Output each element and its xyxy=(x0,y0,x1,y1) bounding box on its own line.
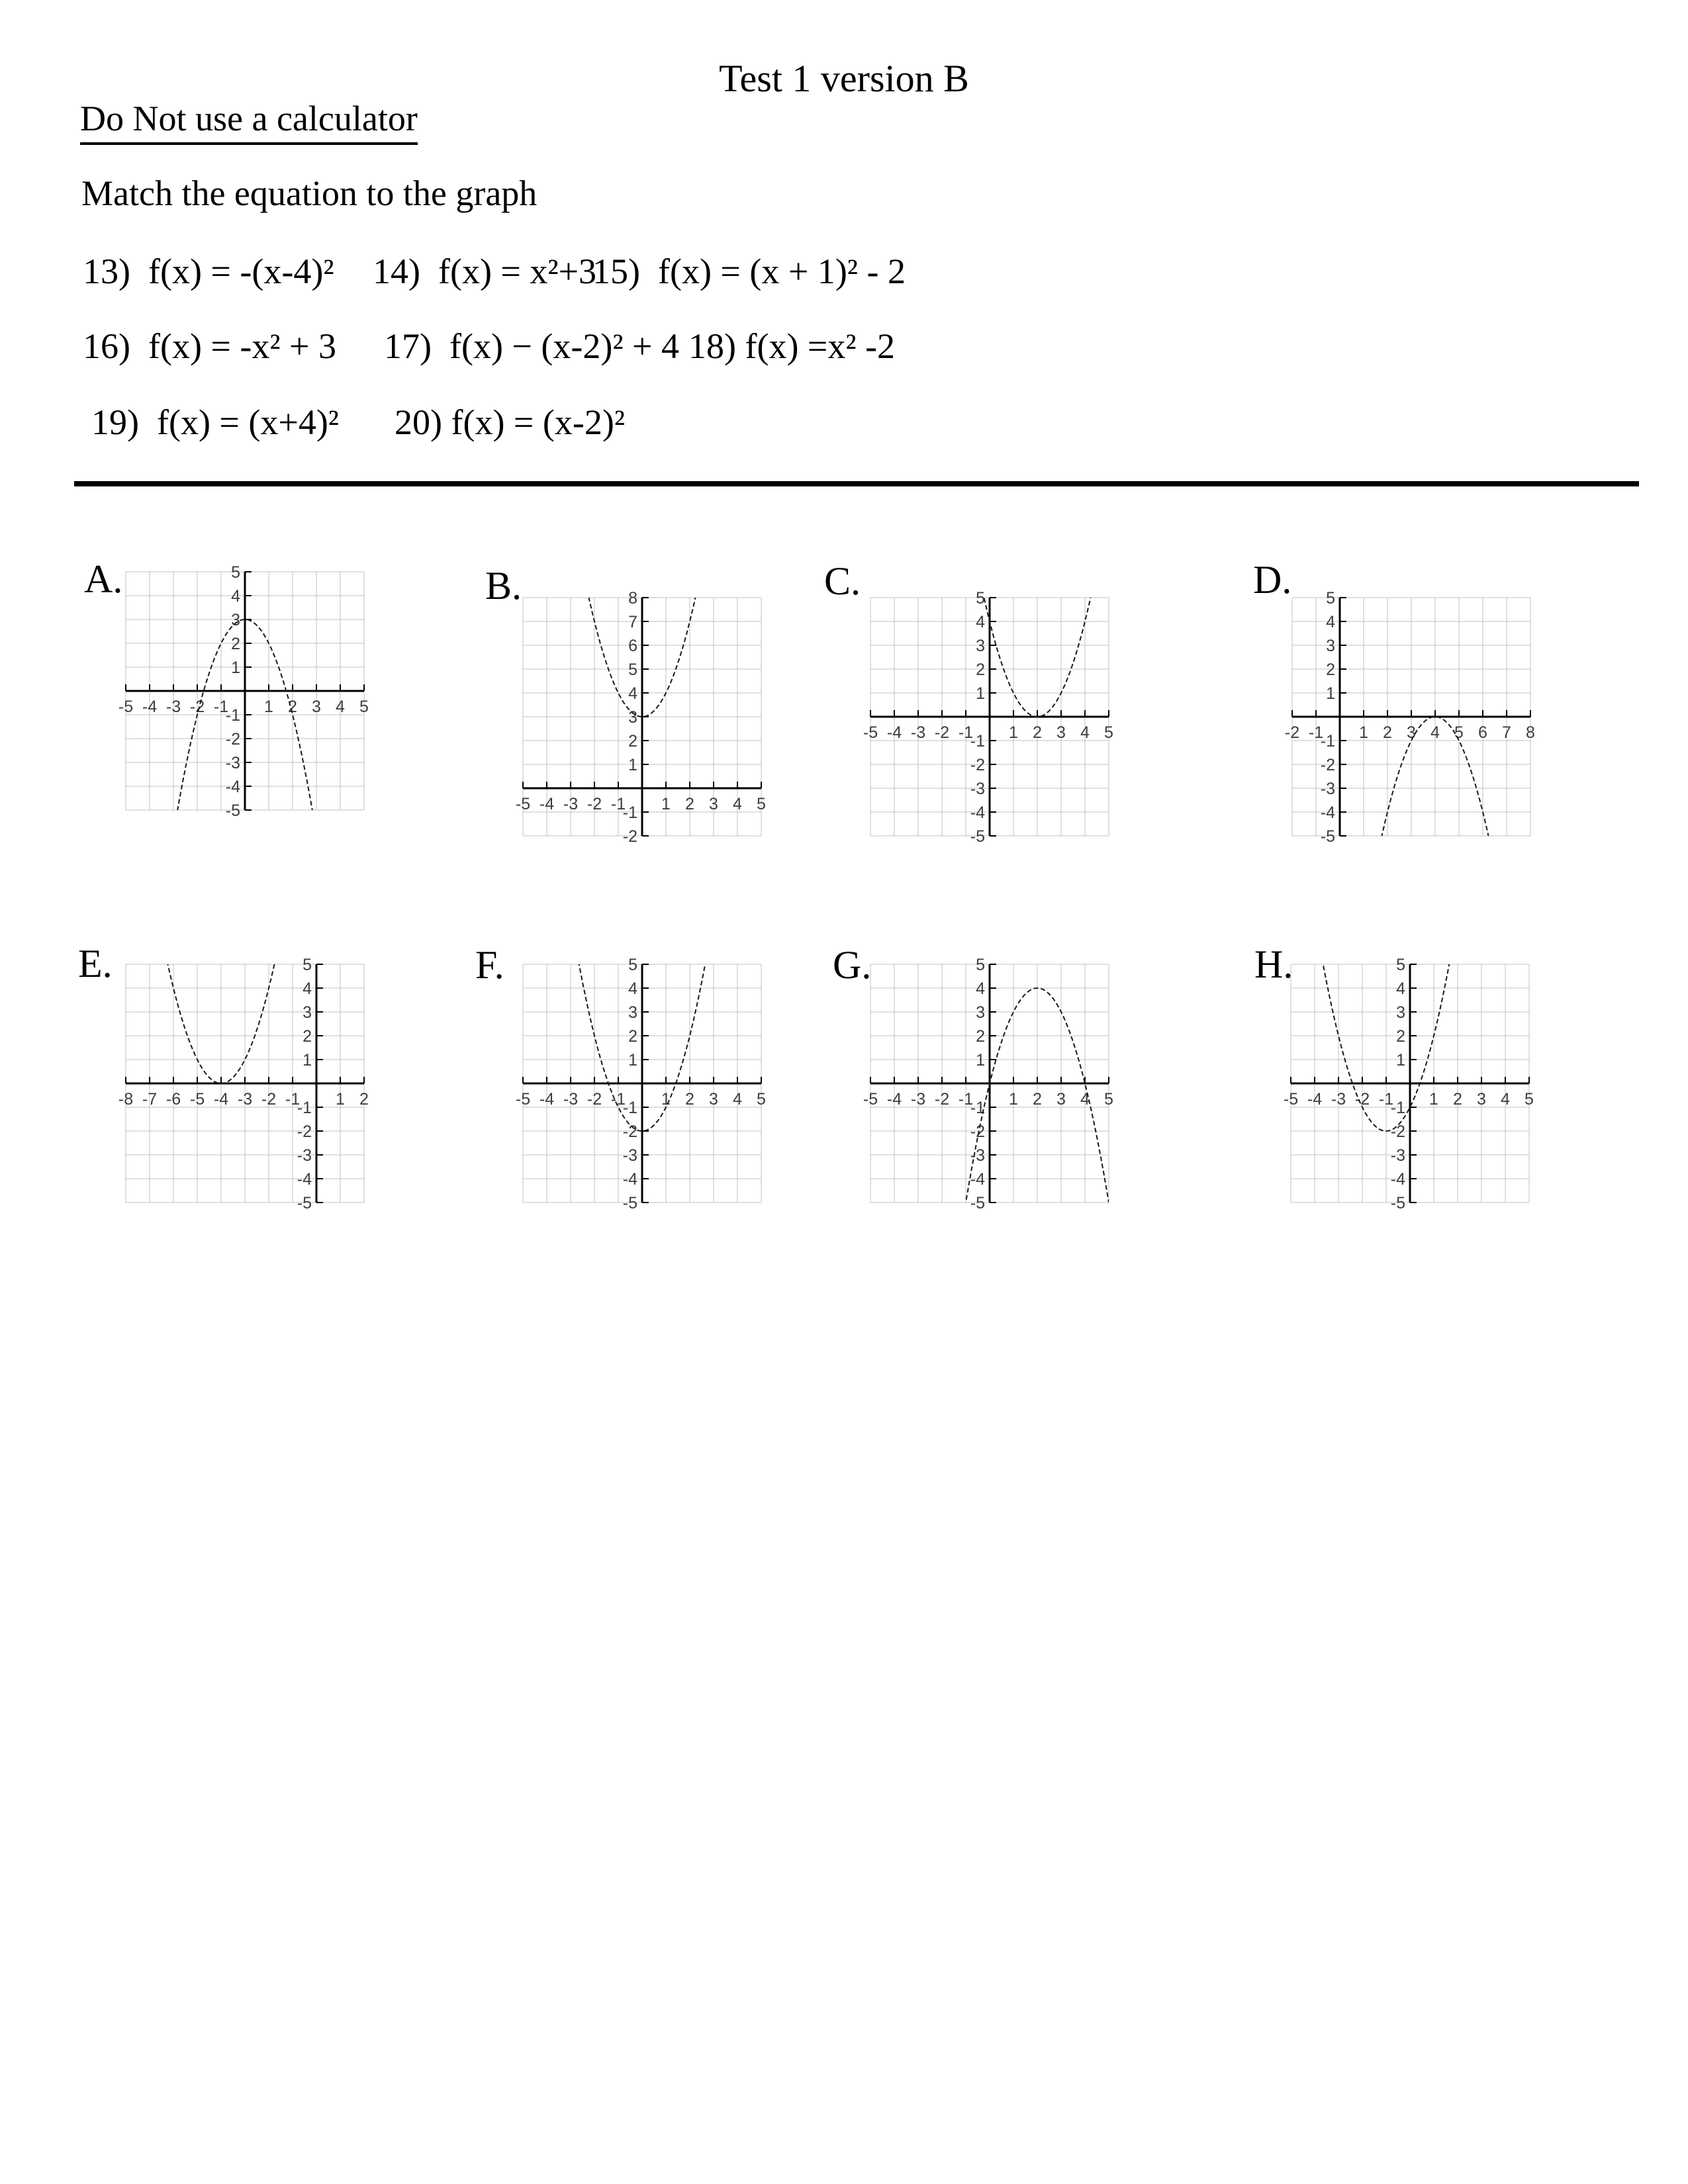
svg-text:4: 4 xyxy=(733,795,742,813)
svg-text:2: 2 xyxy=(231,635,240,653)
svg-text:-2: -2 xyxy=(934,723,950,742)
svg-text:1: 1 xyxy=(1009,1090,1018,1109)
svg-text:-2: -2 xyxy=(225,730,240,749)
svg-text:-3: -3 xyxy=(563,795,579,813)
graph-C xyxy=(855,588,1125,848)
graph-plot-E xyxy=(110,955,380,1212)
svg-text:-4: -4 xyxy=(1307,1090,1323,1109)
svg-text:5: 5 xyxy=(757,1090,766,1109)
svg-text:-4: -4 xyxy=(886,1090,902,1109)
svg-text:1: 1 xyxy=(303,1051,312,1069)
svg-text:-5: -5 xyxy=(515,1090,531,1109)
svg-text:-2: -2 xyxy=(189,698,205,716)
svg-text:4: 4 xyxy=(628,684,637,703)
svg-text:1: 1 xyxy=(231,659,240,677)
graph-label-G: G. xyxy=(833,943,872,987)
svg-text:-7: -7 xyxy=(142,1090,158,1109)
svg-text:-1: -1 xyxy=(958,1090,974,1109)
svg-text:-5: -5 xyxy=(189,1090,205,1109)
svg-text:3: 3 xyxy=(1477,1090,1486,1109)
svg-text:3: 3 xyxy=(976,1003,985,1022)
svg-text:5: 5 xyxy=(1104,1090,1113,1109)
svg-text:-1: -1 xyxy=(958,723,974,742)
svg-text:-2: -2 xyxy=(622,1122,637,1141)
equation-18: 18) f(x) =x² -2 xyxy=(688,326,896,366)
no-calculator-note: Do Not use a calculator xyxy=(80,98,418,145)
graph-plot-H xyxy=(1275,955,1545,1212)
svg-text:4: 4 xyxy=(1396,979,1405,998)
svg-text:-3: -3 xyxy=(297,1146,312,1165)
svg-text:4: 4 xyxy=(231,587,240,606)
svg-text:-3: -3 xyxy=(970,780,985,798)
svg-text:-4: -4 xyxy=(1390,1170,1405,1189)
svg-text:2: 2 xyxy=(628,1027,637,1046)
page-title: Test 1 version B xyxy=(719,57,969,100)
svg-text:5: 5 xyxy=(976,589,985,608)
svg-text:-3: -3 xyxy=(1331,1090,1346,1109)
svg-text:1: 1 xyxy=(1359,723,1368,742)
svg-text:3: 3 xyxy=(303,1003,312,1022)
svg-text:4: 4 xyxy=(1430,723,1440,742)
graph-label-A: A. xyxy=(84,557,123,601)
svg-text:-2: -2 xyxy=(261,1090,277,1109)
graph-D xyxy=(1276,588,1546,848)
axes xyxy=(870,598,1109,836)
svg-text:-1: -1 xyxy=(1390,1099,1405,1117)
svg-text:1: 1 xyxy=(661,1090,671,1109)
svg-text:2: 2 xyxy=(303,1027,312,1046)
svg-text:-2: -2 xyxy=(1390,1122,1405,1141)
svg-text:1: 1 xyxy=(1009,723,1018,742)
svg-text:-5: -5 xyxy=(863,1090,878,1109)
svg-text:5: 5 xyxy=(1454,723,1464,742)
svg-text:-1: -1 xyxy=(1378,1090,1394,1109)
axes xyxy=(523,964,761,1203)
svg-text:5: 5 xyxy=(628,956,637,974)
svg-text:3: 3 xyxy=(1326,637,1335,655)
svg-text:-2: -2 xyxy=(586,795,602,813)
svg-text:-3: -3 xyxy=(622,1146,637,1165)
equation-20: 20) f(x) = (x-2)² xyxy=(395,402,626,442)
svg-text:4: 4 xyxy=(976,613,985,631)
svg-text:7: 7 xyxy=(628,613,637,631)
svg-text:-2: -2 xyxy=(1284,723,1300,742)
svg-text:2: 2 xyxy=(1033,723,1042,742)
svg-text:-1: -1 xyxy=(970,732,985,751)
svg-text:3: 3 xyxy=(1056,723,1066,742)
svg-text:4: 4 xyxy=(1080,723,1090,742)
svg-text:-1: -1 xyxy=(610,795,626,813)
equation-19: 19) f(x) = (x+4)² xyxy=(91,402,339,442)
equation-17: 17) f(x) − (x-2)² + 4 xyxy=(384,326,679,366)
graph-label-F: F. xyxy=(475,943,504,987)
svg-text:2: 2 xyxy=(1383,723,1392,742)
svg-text:4: 4 xyxy=(336,698,345,716)
svg-text:7: 7 xyxy=(1502,723,1511,742)
graph-plot-D xyxy=(1276,588,1546,845)
svg-text:-5: -5 xyxy=(515,795,531,813)
svg-text:1: 1 xyxy=(1396,1051,1405,1069)
svg-text:-4: -4 xyxy=(213,1090,229,1109)
svg-text:8: 8 xyxy=(628,589,637,608)
svg-text:3: 3 xyxy=(709,795,718,813)
svg-text:-3: -3 xyxy=(1390,1146,1405,1165)
svg-text:2: 2 xyxy=(288,698,297,716)
svg-text:-4: -4 xyxy=(886,723,902,742)
graph-G xyxy=(855,955,1125,1215)
svg-text:3: 3 xyxy=(1396,1003,1405,1022)
svg-text:-2: -2 xyxy=(934,1090,950,1109)
svg-text:1: 1 xyxy=(661,795,671,813)
svg-text:-4: -4 xyxy=(142,698,158,716)
svg-text:2: 2 xyxy=(1453,1090,1462,1109)
svg-text:3: 3 xyxy=(312,698,321,716)
instruction-text: Match the equation to the graph xyxy=(81,173,538,213)
svg-text:3: 3 xyxy=(976,637,985,655)
graph-plot-G xyxy=(855,955,1125,1212)
svg-text:8: 8 xyxy=(1526,723,1535,742)
svg-text:5: 5 xyxy=(359,698,369,716)
graph-B xyxy=(507,588,777,848)
svg-text:2: 2 xyxy=(1326,660,1335,679)
svg-text:5: 5 xyxy=(1104,723,1113,742)
svg-text:-2: -2 xyxy=(970,1122,985,1141)
svg-text:4: 4 xyxy=(1326,613,1335,631)
svg-text:3: 3 xyxy=(628,1003,637,1022)
svg-text:5: 5 xyxy=(976,956,985,974)
svg-text:-2: -2 xyxy=(1320,756,1335,774)
svg-text:-5: -5 xyxy=(1320,827,1335,845)
equation-15: 15) f(x) = (x + 1)² - 2 xyxy=(592,251,906,291)
equation-14: 14) f(x) = x²+3 xyxy=(373,251,597,291)
equation-13: 13) f(x) = -(x-4)² xyxy=(83,251,334,291)
svg-text:-1: -1 xyxy=(213,698,229,716)
svg-text:-2: -2 xyxy=(586,1090,602,1109)
svg-text:-4: -4 xyxy=(622,1170,637,1189)
svg-text:-4: -4 xyxy=(225,778,240,796)
svg-text:-3: -3 xyxy=(225,754,240,772)
svg-text:5: 5 xyxy=(628,660,637,679)
svg-text:-1: -1 xyxy=(285,1090,301,1109)
svg-text:-3: -3 xyxy=(910,1090,926,1109)
svg-text:1: 1 xyxy=(1326,684,1335,703)
svg-text:-5: -5 xyxy=(622,1194,637,1212)
svg-text:-4: -4 xyxy=(297,1170,312,1189)
svg-text:2: 2 xyxy=(685,1090,694,1109)
svg-text:3: 3 xyxy=(231,611,240,629)
divider-line xyxy=(74,481,1639,486)
graph-label-C: C. xyxy=(824,559,861,603)
svg-text:1: 1 xyxy=(628,756,637,774)
svg-text:2: 2 xyxy=(976,1027,985,1046)
graph-E xyxy=(110,955,380,1215)
svg-text:5: 5 xyxy=(231,563,240,582)
svg-text:4: 4 xyxy=(628,979,637,998)
svg-text:-4: -4 xyxy=(539,795,555,813)
svg-text:5: 5 xyxy=(1396,956,1405,974)
svg-text:-6: -6 xyxy=(165,1090,181,1109)
svg-text:6: 6 xyxy=(628,637,637,655)
svg-text:3: 3 xyxy=(1056,1090,1066,1109)
svg-text:-4: -4 xyxy=(1320,803,1335,822)
svg-text:-1: -1 xyxy=(1308,723,1324,742)
svg-text:5: 5 xyxy=(757,795,766,813)
graph-label-E: E. xyxy=(78,942,113,985)
graph-plot-B xyxy=(507,588,777,845)
svg-text:1: 1 xyxy=(1429,1090,1438,1109)
svg-text:-5: -5 xyxy=(1390,1194,1405,1212)
graph-A xyxy=(110,563,380,823)
equation-16: 16) f(x) = -x² + 3 xyxy=(83,326,337,366)
svg-text:-1: -1 xyxy=(297,1099,312,1117)
axes xyxy=(126,572,364,810)
graph-label-B: B. xyxy=(485,564,522,608)
svg-text:4: 4 xyxy=(733,1090,742,1109)
svg-text:2: 2 xyxy=(359,1090,369,1109)
graph-plot-A xyxy=(110,563,380,819)
svg-text:5: 5 xyxy=(1326,589,1335,608)
svg-text:-4: -4 xyxy=(970,803,985,822)
svg-text:3: 3 xyxy=(1407,723,1416,742)
svg-text:-2: -2 xyxy=(1354,1090,1370,1109)
svg-text:-5: -5 xyxy=(225,801,240,819)
svg-text:5: 5 xyxy=(303,956,312,974)
svg-text:-3: -3 xyxy=(910,723,926,742)
svg-text:-1: -1 xyxy=(610,1090,626,1109)
svg-text:-1: -1 xyxy=(622,803,637,822)
svg-text:2: 2 xyxy=(628,732,637,751)
svg-text:2: 2 xyxy=(976,660,985,679)
graph-plot-C xyxy=(855,588,1125,845)
svg-text:-2: -2 xyxy=(297,1122,312,1141)
svg-text:-3: -3 xyxy=(970,1146,985,1165)
svg-text:1: 1 xyxy=(976,1051,985,1069)
svg-text:3: 3 xyxy=(628,708,637,727)
svg-text:4: 4 xyxy=(1501,1090,1510,1109)
svg-text:-5: -5 xyxy=(297,1194,312,1212)
graph-label-H: H. xyxy=(1254,942,1293,986)
svg-text:4: 4 xyxy=(1080,1090,1090,1109)
svg-text:5: 5 xyxy=(1524,1090,1534,1109)
svg-text:-5: -5 xyxy=(1283,1090,1299,1109)
svg-text:1: 1 xyxy=(976,684,985,703)
svg-text:1: 1 xyxy=(336,1090,345,1109)
svg-text:-8: -8 xyxy=(118,1090,134,1109)
svg-text:-3: -3 xyxy=(165,698,181,716)
svg-text:3: 3 xyxy=(709,1090,718,1109)
svg-text:1: 1 xyxy=(264,698,273,716)
svg-text:-2: -2 xyxy=(970,756,985,774)
svg-text:-4: -4 xyxy=(970,1170,985,1189)
graph-plot-F xyxy=(507,955,777,1212)
graph-label-D: D. xyxy=(1253,558,1292,602)
svg-text:2: 2 xyxy=(685,795,694,813)
graph-F xyxy=(507,955,777,1215)
svg-text:-1: -1 xyxy=(970,1099,985,1117)
axes xyxy=(1291,964,1529,1203)
graph-H xyxy=(1275,955,1545,1215)
svg-text:-3: -3 xyxy=(237,1090,253,1109)
svg-text:2: 2 xyxy=(1033,1090,1042,1109)
svg-text:-5: -5 xyxy=(863,723,878,742)
svg-text:-1: -1 xyxy=(622,1099,637,1117)
svg-text:4: 4 xyxy=(976,979,985,998)
svg-text:-1: -1 xyxy=(1320,732,1335,751)
svg-text:-2: -2 xyxy=(622,827,637,845)
svg-text:2: 2 xyxy=(1396,1027,1405,1046)
svg-text:-5: -5 xyxy=(970,1194,985,1212)
svg-text:6: 6 xyxy=(1478,723,1487,742)
svg-text:-3: -3 xyxy=(1320,780,1335,798)
svg-text:-1: -1 xyxy=(225,706,240,725)
svg-text:-5: -5 xyxy=(118,698,134,716)
svg-text:1: 1 xyxy=(628,1051,637,1069)
svg-text:-3: -3 xyxy=(563,1090,579,1109)
svg-text:-5: -5 xyxy=(970,827,985,845)
svg-text:4: 4 xyxy=(303,979,312,998)
svg-text:-4: -4 xyxy=(539,1090,555,1109)
